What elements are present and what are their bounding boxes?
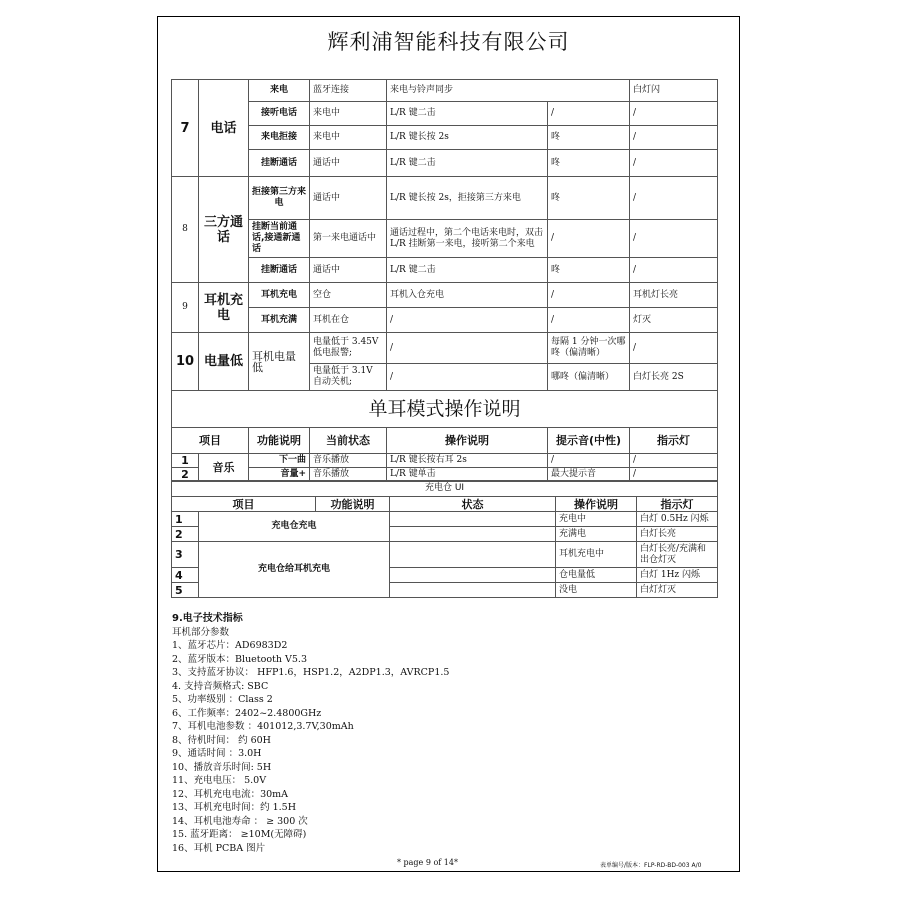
light-cell: 白灯长亮 — [637, 527, 718, 542]
op-cell: 耳机充电中 — [556, 542, 637, 568]
row-no: 4 — [172, 568, 199, 583]
state-cell: 空仓 — [310, 283, 387, 308]
state-cell: 来电中 — [310, 126, 387, 150]
op-cell: 耳机入仓充电 — [387, 283, 548, 308]
light-cell: / — [630, 220, 718, 258]
state-cell: 来电中 — [310, 102, 387, 126]
light-cell: 耳机灯长亮 — [630, 283, 718, 308]
state-cell: 耳机在仓 — [310, 308, 387, 333]
tone-cell: / — [548, 454, 630, 468]
specs-subtitle: 耳机部分参数 — [172, 626, 230, 638]
state-cell — [390, 583, 556, 598]
light-cell: 白灯闪 — [630, 80, 718, 102]
col-header: 操作说明 — [387, 428, 548, 454]
spec-item: 5、功率级别 ：Class 2 — [172, 694, 273, 705]
func-name: 音量+ — [249, 468, 310, 482]
tone-cell: 咚 — [548, 126, 630, 150]
col-header: 操作说明 — [556, 497, 637, 512]
state-cell: 电量低于 3.45V 低电报警; — [310, 333, 387, 364]
op-cell: L/R 键二击 — [387, 258, 548, 283]
group-charge: 耳机充电 — [199, 283, 249, 333]
group-case-to-earbud: 充电仓给耳机充电 — [199, 542, 390, 598]
op-cell: / — [387, 364, 548, 391]
spec-item: 1、蓝牙芯片：AD6983D2 — [172, 640, 288, 651]
state-cell — [390, 512, 556, 527]
group-battery: 电量低 — [199, 333, 249, 391]
spec-item: 11、充电电压： 5.0V — [172, 775, 267, 786]
row-no-10: 10 — [172, 333, 199, 391]
spec-item: 9、通话时间 ：3.0H — [172, 748, 262, 759]
func-name: 耳机充满 — [249, 308, 310, 333]
form-number: 表单编号/版本：FLP-RD-BD-003 A/0 — [600, 862, 702, 869]
col-header: 指示灯 — [637, 497, 718, 512]
row-no-7: 7 — [172, 80, 199, 177]
light-cell: 白灯 1Hz 闪烁 — [637, 568, 718, 583]
col-header: 项目 — [172, 497, 316, 512]
tone-cell: 哪咚（偏清晰） — [548, 364, 630, 391]
col-header: 提示音(中性) — [548, 428, 630, 454]
light-cell: 白灯 0.5Hz 闪烁 — [637, 512, 718, 527]
spec-item: 10、播放音乐时间: 5H — [172, 761, 272, 773]
light-cell: / — [630, 454, 718, 468]
tone-cell: / — [548, 102, 630, 126]
light-cell: / — [630, 333, 718, 364]
func-name: 来电 — [249, 80, 310, 102]
light-cell: / — [630, 258, 718, 283]
state-cell: 电量低于 3.1V 自动关机; — [310, 364, 387, 391]
spec-item: 15. 蓝牙距离： ≥10M(无障碍) — [172, 829, 307, 840]
spec-item: 16、耳机 PCBA 图片 — [172, 842, 266, 854]
tone-cell: 咚 — [548, 177, 630, 220]
func-name: 耳机充电 — [249, 283, 310, 308]
col-header: 状态 — [390, 497, 556, 512]
func-name: 拒接第三方来电 — [249, 177, 310, 220]
op-cell: L/R 键二击 — [387, 102, 548, 126]
op-cell: 通话过程中，第二个电话来电时，双击 L/R 挂断第一来电，接听第二个来电 — [387, 220, 548, 258]
tone-cell: 每隔 1 分钟一次哪咚（偏清晰） — [548, 333, 630, 364]
func-name: 接听电话 — [249, 102, 310, 126]
light-cell: / — [630, 126, 718, 150]
op-cell: L/R 键长按右耳 2s — [387, 454, 548, 468]
op-cell: 没电 — [556, 583, 637, 598]
func-name: 挂断通话 — [249, 150, 310, 177]
spec-item: 4. 支持音频格式: SBC — [172, 680, 269, 692]
state-cell: 第一来电通话中 — [310, 220, 387, 258]
state-cell: 音乐播放 — [310, 454, 387, 468]
tone-cell: 咚 — [548, 258, 630, 283]
op-cell: L/R 键长按 2s，拒接第三方来电 — [387, 177, 548, 220]
row-no: 1 — [172, 454, 199, 468]
case-ui-title: 充电仓 UI — [172, 481, 718, 497]
spec-item: 14、耳机电池寿命 ： ≥ 300 次 — [172, 815, 308, 827]
operation-table — [171, 79, 718, 482]
light-cell: 白灯灯灭 — [637, 583, 718, 598]
case-ui-table — [171, 480, 718, 598]
row-no-9: 9 — [172, 283, 199, 333]
tone-cell: 最大提示音 — [548, 468, 630, 482]
state-cell — [390, 542, 556, 568]
tone-cell: / — [548, 283, 630, 308]
op-cell: L/R 键单击 — [387, 468, 548, 482]
row-no-8: 8 — [172, 177, 199, 283]
page-number: * page 9 of 14* — [397, 858, 458, 867]
func-name: 挂断当前通话,接通新通话 — [249, 220, 310, 258]
company-title: 辉利浦智能科技有限公司 — [327, 30, 570, 54]
tone-cell: / — [548, 308, 630, 333]
spec-item: 6、工作频率：2402~2.4800GHz — [172, 707, 322, 719]
light-cell: / — [630, 177, 718, 220]
group-three-way: 三方通话 — [199, 177, 249, 283]
specs-title: 9.电子技术指标 — [172, 613, 243, 624]
op-cell: 充电中 — [556, 512, 637, 527]
func-name: 挂断通话 — [249, 258, 310, 283]
spec-item: 13、耳机充电时间：约 1.5H — [172, 802, 297, 813]
single-mode-title: 单耳模式操作说明 — [172, 391, 718, 428]
state-cell — [390, 568, 556, 583]
func-name: 下一曲 — [249, 454, 310, 468]
spec-item: 3、支持蓝牙协议： HFP1.6，HSP1.2，A2DP1.3，AVRCP1.5 — [172, 667, 450, 678]
op-cell: L/R 键长按 2s — [387, 126, 548, 150]
light-cell: 白灯长亮/充满和出仓灯灭 — [637, 542, 718, 568]
op-cell: 充满电 — [556, 527, 637, 542]
spec-item: 2、蓝牙版本：Bluetooth V5.3 — [172, 653, 307, 665]
op-cell: / — [387, 308, 548, 333]
col-header: 指示灯 — [630, 428, 718, 454]
state-cell — [390, 527, 556, 542]
light-cell: 灯灭 — [630, 308, 718, 333]
func-name: 来电拒接 — [249, 126, 310, 150]
col-header: 项目 — [172, 428, 249, 454]
state-cell: 音乐播放 — [310, 468, 387, 482]
col-header: 功能说明 — [316, 497, 390, 512]
col-header: 当前状态 — [310, 428, 387, 454]
op-cell: L/R 键二击 — [387, 150, 548, 177]
spec-item: 12、耳机充电电流：30mA — [172, 788, 289, 800]
specs-section — [172, 612, 449, 855]
group-case-charge: 充电仓充电 — [199, 512, 390, 542]
op-cell: 仓电量低 — [556, 568, 637, 583]
col-header: 功能说明 — [249, 428, 310, 454]
row-no: 5 — [172, 583, 199, 598]
func-name: 耳机电量低 — [249, 333, 310, 391]
state-cell: 通话中 — [310, 177, 387, 220]
state-cell: 通话中 — [310, 150, 387, 177]
row-no: 1 — [172, 512, 199, 527]
spec-item: 8、待机时间： 约 60H — [172, 734, 271, 746]
op-cell: / — [387, 333, 548, 364]
tone-cell: 咚 — [548, 150, 630, 177]
state-cell: 蓝牙连接 — [310, 80, 387, 102]
row-no: 2 — [172, 468, 199, 482]
light-cell: / — [630, 468, 718, 482]
light-cell: / — [630, 102, 718, 126]
spec-item: 7、耳机电池参数 ：401012,3.7V,30mAh — [172, 721, 354, 732]
row-no: 3 — [172, 542, 199, 568]
state-cell: 通话中 — [310, 258, 387, 283]
op-cell: 来电与铃声同步 — [387, 80, 630, 102]
tone-cell: / — [548, 220, 630, 258]
row-no: 2 — [172, 527, 199, 542]
group-call: 电话 — [199, 80, 249, 177]
light-cell: 白灯长亮 2S — [630, 364, 718, 391]
group-music: 音乐 — [199, 454, 249, 482]
light-cell: / — [630, 150, 718, 177]
